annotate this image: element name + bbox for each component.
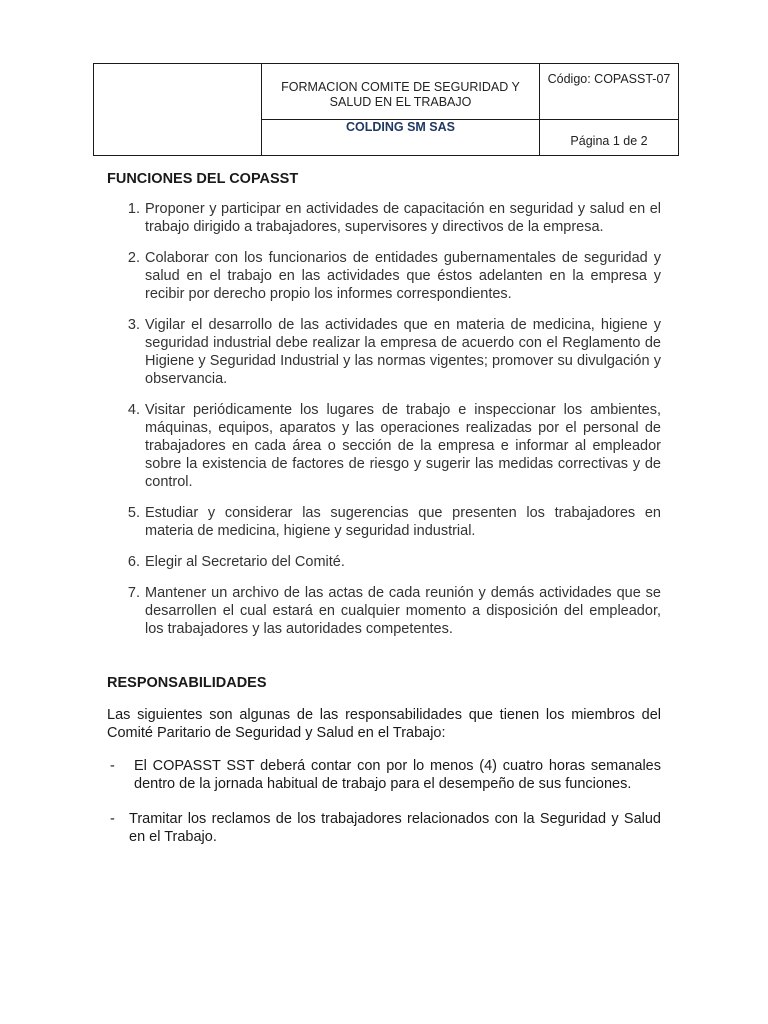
list-item: 6. Elegir al Secretario del Comité. — [144, 553, 661, 571]
functions-heading: FUNCIONES DEL COPASST — [107, 171, 299, 187]
document-code: Código: COPASST-07 — [547, 72, 671, 86]
list-item: 4. Visitar periódicamente los lugares de trabajo e inspeccionar los ambientes, máquinas, equipos, aparatos y las operaciones realizadas por el personal de trabajadores en cada área o sección de la empresa e informar al empleador sobre la existencia de factores de riesgo y sugerir las medidas correctivas y de control. — [144, 401, 661, 491]
header-page-cell — [540, 120, 679, 156]
responsibilities-intro: Las siguientes son algunas de las responsabilidades que tienen los miembros del Comité Paritario de Seguridad y Salud en el Trabajo: — [107, 707, 661, 741]
list-item: 5. Estudiar y considerar las sugerencias que presenten los trabajadores en materia de medicina, higiene y seguridad industrial. — [144, 504, 661, 540]
page-number: Página 1 de 2 — [570, 134, 648, 149]
responsibility-text: Tramitar los reclamos de los trabajadores relacionados con la Seguridad y Salud en el Trabajo. — [129, 810, 661, 845]
responsibilities-heading: RESPONSABILIDADES — [107, 675, 267, 691]
responsibility-text: El COPASST SST deberá contar con por lo menos (4) cuatro horas semanales dentro de la jornada habitual de trabajo para el desempeño de sus funciones. — [134, 757, 661, 792]
header-company-cell — [262, 120, 540, 156]
list-item — [107, 757, 661, 793]
logo-placeholder — [94, 64, 262, 156]
list-item: 1. Proponer y participar en actividades de capacitación en seguridad y salud en el trabajo dirigido a trabajadores, supervisores y directivos de la empresa. — [144, 200, 661, 236]
header-code-cell — [540, 64, 679, 120]
document-title: FORMACION COMITE DE SEGURIDAD Y SALUD EN EL TRABAJO — [281, 80, 520, 109]
list-item: 7. Mantener un archivo de las actas de cada reunión y demás actividades que se desarrollen el cual estará en cualquier momento a disposición del empleador, los trabajadores y las autoridades competentes. — [144, 584, 661, 638]
header-title-cell — [262, 64, 540, 120]
functions-list — [107, 200, 661, 638]
company-name: COLDING SM SAS — [345, 120, 456, 135]
dash-bullet: - — [110, 757, 115, 774]
list-item: 2. Colaborar con los funcionarios de entidades gubernamentales de seguridad y salud en el trabajo en las actividades que éstos adelanten en la empresa y recibir por derecho propio los informes correspondientes. — [144, 249, 661, 303]
list-item — [107, 810, 661, 846]
dash-bullet: - — [110, 810, 115, 827]
document-body — [107, 170, 661, 846]
document-header-table — [93, 63, 679, 156]
list-item: 3. Vigilar el desarrollo de las actividades que en materia de medicina, higiene y seguridad industrial debe realizar la empresa de acuerdo con el Reglamento de Higiene y Seguridad Industrial y las normas vigentes; promover su divulgación y observancia. — [144, 316, 661, 388]
